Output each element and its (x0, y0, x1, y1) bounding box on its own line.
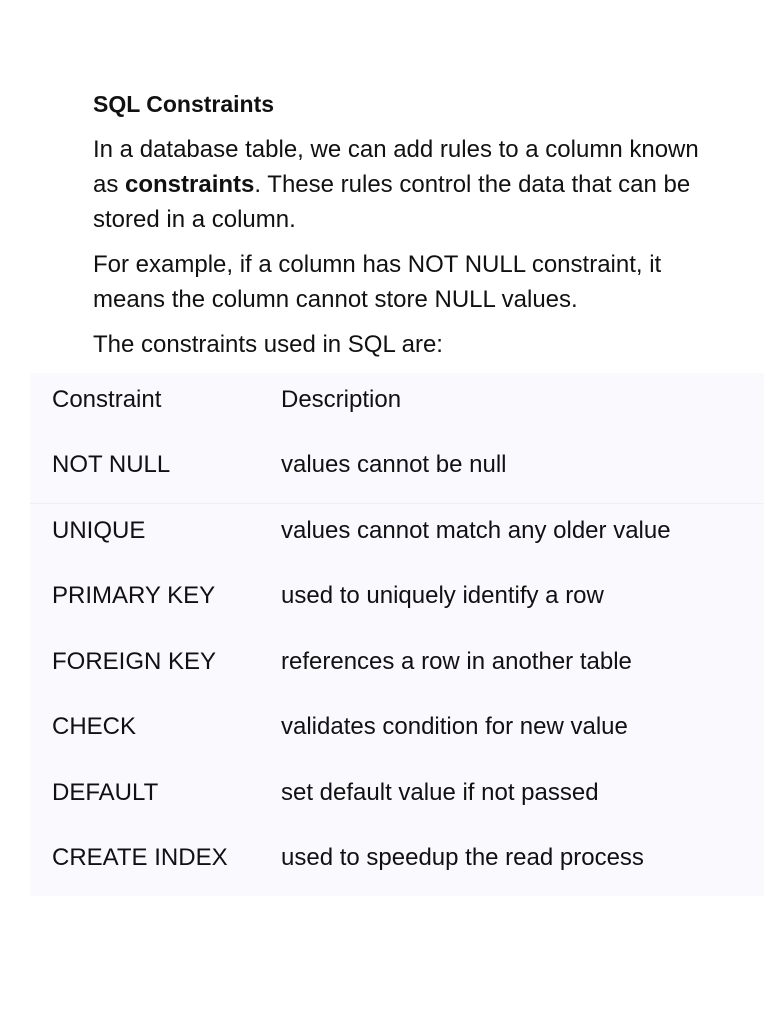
intro-bold-term: constraints (125, 171, 255, 198)
cell-description: used to uniquely identify a row (281, 582, 604, 609)
cell-constraint: NOT NULL (52, 451, 171, 478)
cell-constraint: FOREIGN KEY (52, 648, 217, 675)
intro-text-end: . These rules control the data that can be stored in a column. (93, 171, 691, 233)
cell-constraint: CHECK (52, 713, 137, 740)
intro-text-start: In a database table, we can add rules to a column known as (93, 136, 699, 198)
table-row (30, 504, 764, 569)
cell-constraint: CREATE INDEX (52, 844, 228, 871)
table-row (30, 831, 764, 896)
cell-description: values cannot match any older value (281, 517, 671, 544)
table-row (30, 569, 764, 634)
table-row (30, 635, 764, 700)
table-row (30, 766, 764, 831)
table-row (30, 700, 764, 765)
article-body (93, 88, 713, 372)
header-constraint: Constraint (52, 386, 162, 413)
cell-description: used to speedup the read process (281, 844, 644, 871)
example-paragraph: For example, if a column has NOT NULL constraint, it means the column cannot store NULL values. (93, 251, 662, 313)
cell-description: values cannot be null (281, 451, 507, 478)
header-description: Description (281, 386, 402, 413)
table-row (30, 438, 764, 504)
cell-constraint: DEFAULT (52, 779, 159, 806)
cell-constraint: PRIMARY KEY (52, 582, 216, 609)
constraints-table (30, 373, 764, 896)
cell-description: set default value if not passed (281, 779, 599, 806)
page-title: SQL Constraints (93, 91, 275, 117)
cell-description: references a row in another table (281, 648, 632, 675)
intro-paragraph (93, 132, 713, 237)
lead-in-paragraph: The constraints used in SQL are: (93, 331, 443, 358)
cell-description: validates condition for new value (281, 713, 628, 740)
cell-constraint: UNIQUE (52, 517, 146, 544)
table-header-row (30, 373, 764, 438)
